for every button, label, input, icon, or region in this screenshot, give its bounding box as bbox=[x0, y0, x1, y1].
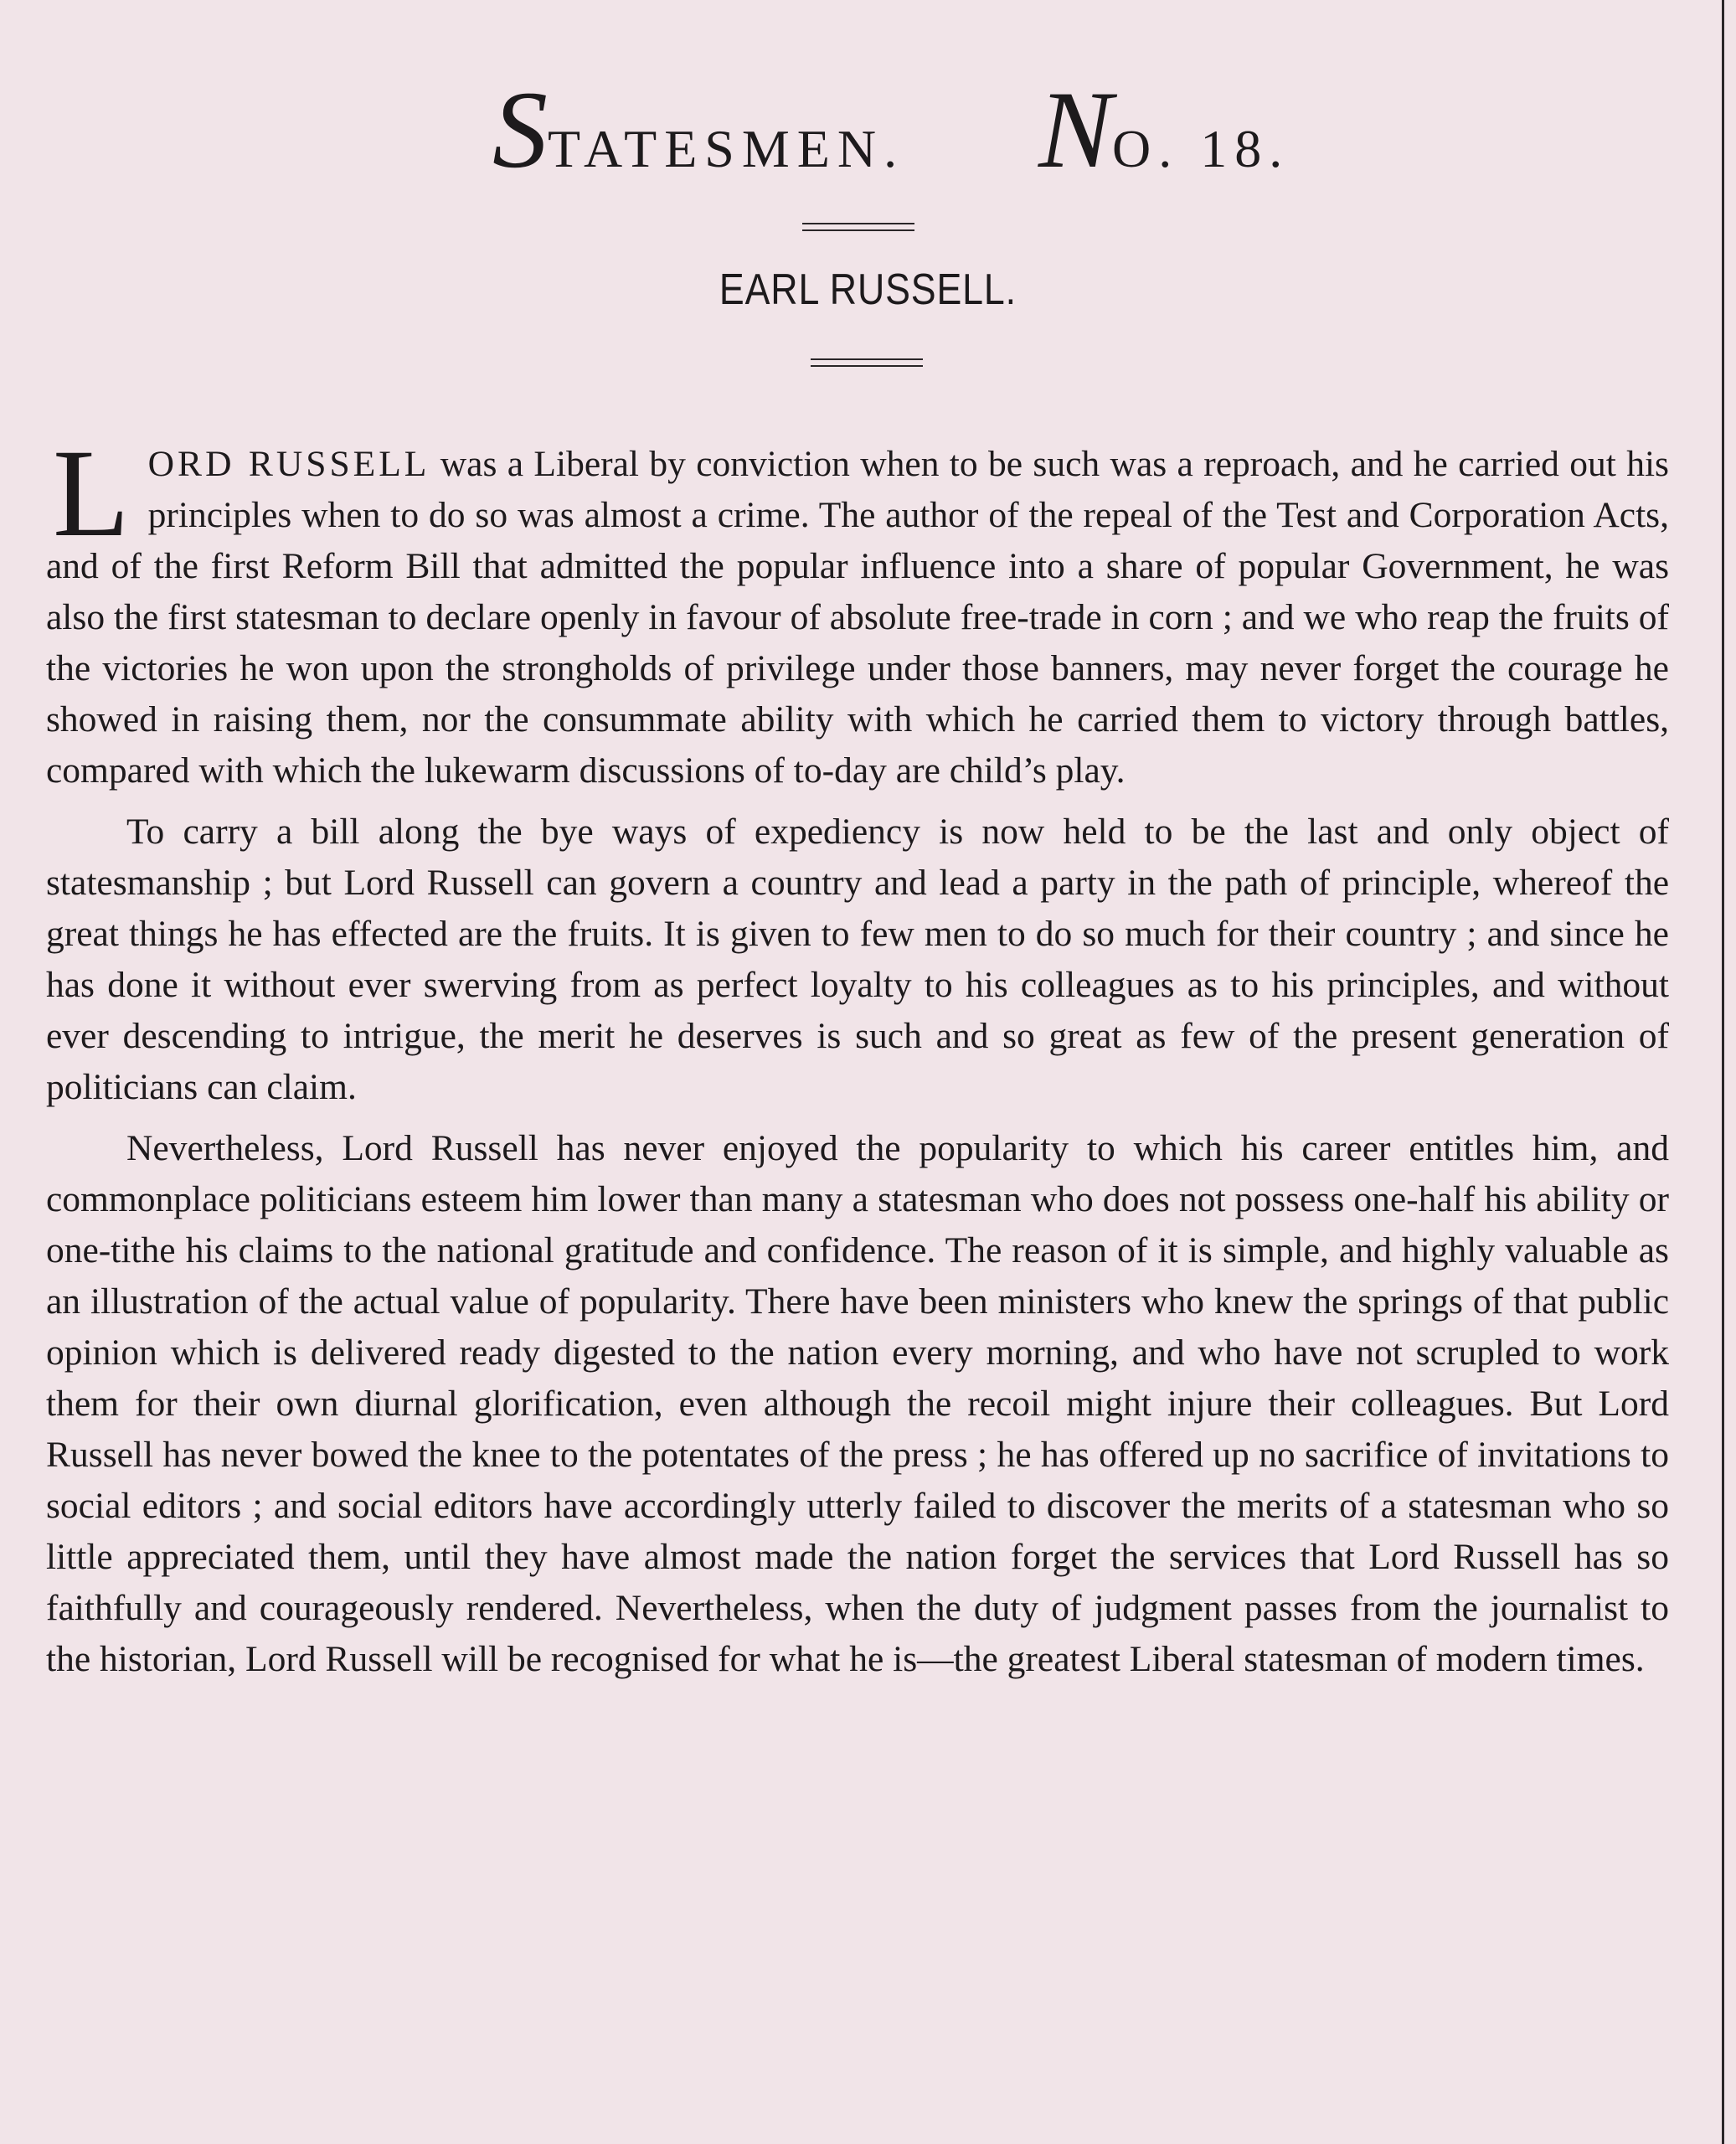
series-number-initial: N bbox=[1038, 68, 1113, 191]
series-title-rest: TATESMEN. bbox=[548, 119, 905, 178]
title-rule-bottom bbox=[811, 358, 923, 367]
article-title: EARL RUSSELL. bbox=[719, 265, 1017, 314]
lead-caps: ORD RUSSELL bbox=[147, 444, 430, 484]
series-number-rest: O. 18. bbox=[1112, 119, 1290, 178]
series-title bbox=[492, 59, 904, 220]
series-number bbox=[1038, 59, 1290, 220]
paragraph-1-text: was a Liberal by conviction when to be such was a reproach, and he carried out his principles when to do so was almost a crime. The author of the repeal of the Test and Corporation Acts, and of the first Reform Bill that admitted the popular influence into a share of popular Government, he was also the first statesman to declare openly in favour of absolute free-trade in corn ; and we who reap the fruits of the victories he won upon the strongholds of privilege under those banners, may never forget the courage he showed in raising them, nor the consummate ability with which he carried them to victory through battles, compared with which the lukewarm discussions of to-day are child’s play. bbox=[46, 444, 1669, 791]
page-edge-rule bbox=[1722, 0, 1724, 2144]
masthead bbox=[0, 59, 1736, 201]
article-paragraph-2: To carry a bill along the bye ways of expediency is now held to be the last and only object of statesmanship ; but Lord Russell can govern a country and lead a party in the path of principle, whereof the great things he has effected are the fruits. It is given to few men to do so much for their country ; and since he has done it without ever swerving from as perfect loyalty to his colleagues as to his principles, and without ever descending to intrigue, the merit he deserves is such and so great as few of the present generation of politicians can claim. bbox=[46, 812, 1669, 1107]
article-body bbox=[46, 424, 1669, 1695]
article-paragraph-3: Nevertheless, Lord Russell has never enjoyed the popularity to which his career entitles him, and commonplace politicians esteem him lower than many a statesman who does not possess one-half his ability or one-tithe his claims to the national gratitude and confidence. The reason of it is simple, and highly valuable as an illustration of the actual value of popularity. There have been ministers who knew the springs of that public opinion which is delivered ready digested to the nation every morning, and who have not scrupled to work them for their own diurnal glorification, even although the recoil might injure their colleagues. But Lord Russell has never bowed the knee to the potentates of the press ; he has offered up no sacrifice of invitations to social editors ; and social editors have accordingly utterly failed to discover the merits of a statesman who so little appreciated them, until they have almost made the nation forget the services that Lord Russell has so faithfully and courageously rendered. Nevertheless, when the duty of judgment passes from the journalist to the historian, Lord Russell will be recognised for what he is—the greatest Liberal statesman of modern times. bbox=[46, 1128, 1669, 1679]
title-rule-top bbox=[802, 223, 914, 231]
drop-cap: L bbox=[53, 424, 130, 563]
series-title-initial: S bbox=[492, 68, 548, 191]
article-paragraph-1 bbox=[46, 424, 1669, 796]
